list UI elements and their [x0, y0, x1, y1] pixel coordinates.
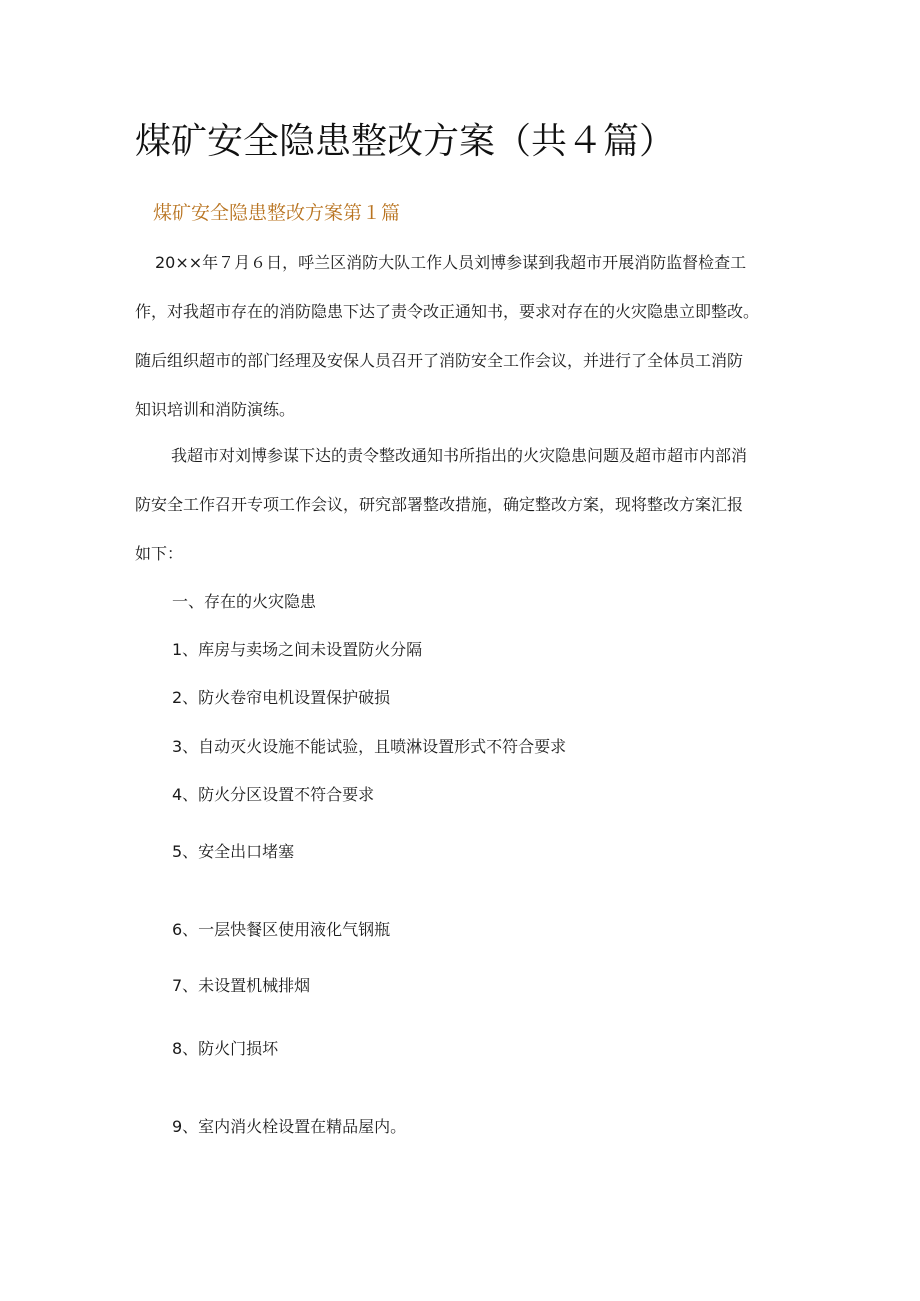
paragraph-line: 我超市对刘博参谋下达的责令整改通知书所指出的火灾隐患问题及超市超市内部消: [171, 446, 748, 465]
list-heading: 一、存在的火灾隐患: [172, 592, 317, 611]
paragraph-line: 20××年７月６日，呼兰区消防大队工作人员刘博参谋到我超市开展消防监督检查工: [155, 253, 747, 272]
list-item: 1、库房与卖场之间未设置防火分隔: [172, 640, 423, 659]
paragraph-line: 作，对我超市存在的消防隐患下达了责令改正通知书，要求对存在的火灾隐患立即整改。: [135, 302, 760, 321]
paragraph-line: 防安全工作召开专项工作会议，研究部署整改措施，确定整改方案，现将整改方案汇报: [135, 495, 744, 514]
list-item: 4、防火分区设置不符合要求: [172, 785, 375, 804]
paragraph-line: 如下：: [135, 544, 184, 563]
paragraph-line: 知识培训和消防演练。: [135, 400, 296, 419]
paragraph-line: 随后组织超市的部门经理及安保人员召开了消防安全工作会议，并进行了全体员工消防: [135, 351, 744, 370]
list-item: 9、室内消火栓设置在精品屋内。: [172, 1117, 407, 1136]
document-title: 煤矿安全隐患整改方案（共４篇）: [135, 121, 676, 162]
list-item: 5、安全出口堵塞: [172, 842, 295, 861]
list-item: 7、未设置机械排烟: [172, 976, 311, 995]
paragraph-2: [135, 431, 795, 578]
list-item: 6、一层快餐区使用液化气钢瓶: [172, 920, 391, 939]
list-item: 8、防火门损坏: [172, 1039, 279, 1058]
paragraph-1: [135, 238, 795, 434]
section-heading: 煤矿安全隐患整改方案第１篇: [153, 202, 401, 224]
list-item: 2、防火卷帘电机设置保护破损: [172, 688, 391, 707]
list-item: 3、自动灭火设施不能试验，且喷淋设置形式不符合要求: [172, 737, 567, 756]
